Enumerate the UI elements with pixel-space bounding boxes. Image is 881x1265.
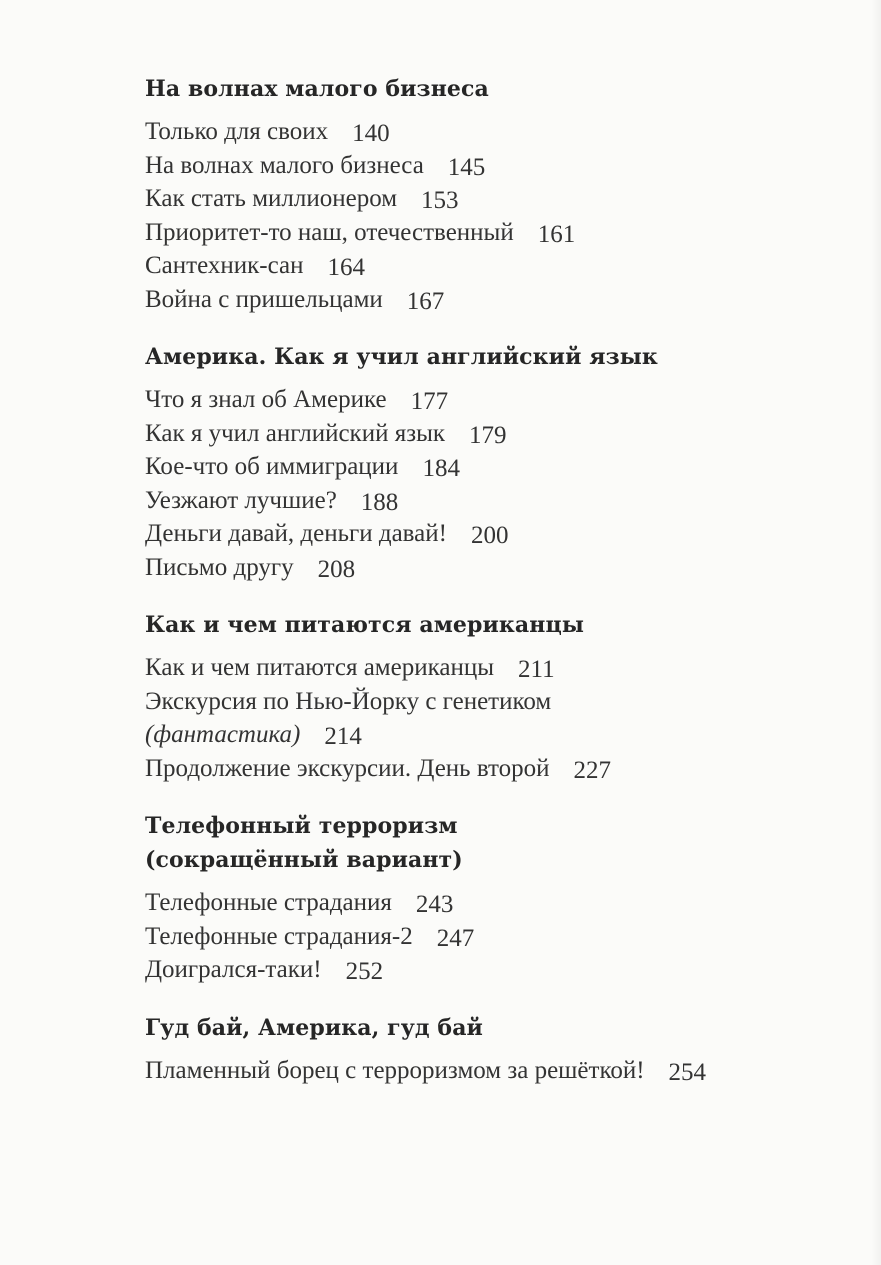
entry-title: Как и чем питаются американцы (145, 654, 495, 681)
entry-title: Только для своих (145, 118, 329, 145)
entry-title: На волнах малого бизнеса (145, 151, 424, 179)
entry-page-number: 252 (345, 958, 384, 985)
entry-title: Как я учил английский язык (145, 419, 446, 447)
entry-page-number: 167 (406, 287, 445, 315)
entry-page-number: 153 (421, 187, 459, 214)
toc-entry[interactable] (145, 417, 841, 451)
toc-entry[interactable] (145, 1054, 841, 1088)
entry-page-number: 254 (668, 1058, 707, 1086)
entry-page-number: 140 (352, 120, 390, 147)
section-title: Как и чем питаются американцы (145, 612, 584, 638)
toc-section (145, 72, 841, 316)
toc-entry[interactable] (145, 216, 841, 250)
entry-title: Что я знал об Америке (145, 386, 387, 413)
entry-page-number: 161 (537, 220, 576, 248)
entry-page-number: 145 (447, 153, 486, 181)
toc-section (145, 809, 841, 987)
toc-entry[interactable] (145, 920, 841, 954)
entry-title: Доигрался-таки! (145, 956, 322, 983)
toc-entry[interactable] (145, 551, 841, 585)
section-title-line: (сокращённый вариант) (145, 847, 463, 873)
toc-entry[interactable] (145, 953, 841, 987)
entry-title (145, 721, 300, 748)
toc-list (145, 383, 841, 584)
entry-page-number: 247 (436, 924, 475, 952)
entry-page-number: 208 (317, 555, 356, 583)
toc-section (145, 608, 841, 785)
entry-page-number: 200 (470, 522, 509, 549)
toc-list (145, 115, 841, 316)
entry-page-number: 188 (360, 488, 399, 516)
toc-entry[interactable] (145, 886, 841, 920)
entry-title: Телефонные страдания-2 (145, 922, 413, 950)
entry-title: Телефонные страдания (145, 889, 392, 916)
entry-page-number: 164 (327, 254, 365, 281)
section-title (145, 809, 841, 877)
entry-title: Уезжают лучшие? (145, 486, 337, 514)
section-title: На волнах малого бизнеса (145, 76, 489, 102)
toc-entry[interactable] (145, 517, 841, 551)
entry-title: Кое-что об иммиграции (145, 453, 399, 480)
entry-title: Продолжение экскурсии. День второй (145, 754, 550, 782)
section-title: Гуд бай, Америка, гуд бай (145, 1014, 483, 1041)
toc-entry[interactable] (145, 149, 841, 183)
entry-title: Деньги давай, деньги давай! (145, 520, 447, 547)
toc-entry[interactable] (145, 115, 841, 149)
entry-title: Война с пришельцами (145, 285, 383, 313)
entry-page-number: 179 (469, 421, 507, 449)
toc-entry[interactable] (145, 685, 841, 719)
toc-entry[interactable] (145, 752, 841, 786)
entry-title: Письмо другу (145, 553, 294, 581)
toc-entry[interactable] (145, 182, 841, 216)
section-title: Америка. Как я учил английский язык (145, 344, 658, 370)
toc-entry[interactable] (145, 283, 841, 317)
entry-title-italic: (фантастика) (145, 721, 301, 748)
entry-title: Сантехник-сан (145, 252, 304, 279)
toc-section (145, 1011, 841, 1088)
toc-list (145, 1054, 841, 1088)
entry-page-number: 227 (573, 756, 611, 784)
toc-entry[interactable] (145, 249, 841, 283)
entry-title: Как стать миллионером (145, 185, 398, 212)
entry-page-number: 211 (518, 656, 555, 683)
toc-entry-continuation[interactable] (145, 718, 841, 752)
entry-title: Экскурсия по Нью-Йорку с генетиком (145, 687, 552, 715)
toc-section (145, 340, 841, 584)
entry-page-number: 214 (324, 723, 362, 750)
section-title-line: Телефонный терроризм (145, 813, 458, 839)
entry-title: Приоритет-то наш, отечественный (145, 218, 514, 246)
toc-entry[interactable] (145, 450, 841, 484)
toc-list (145, 886, 841, 987)
entry-title: Пламенный борец с терроризмом за решёткой! (145, 1056, 645, 1084)
page-edge-shadow (871, 0, 881, 1265)
toc-entry[interactable] (145, 651, 841, 685)
toc-entry[interactable] (145, 383, 841, 417)
toc-entry[interactable] (145, 484, 841, 518)
entry-page-number: 243 (415, 891, 454, 918)
entry-page-number: 184 (422, 455, 460, 482)
toc-list (145, 651, 841, 785)
entry-page-number: 177 (410, 388, 449, 415)
